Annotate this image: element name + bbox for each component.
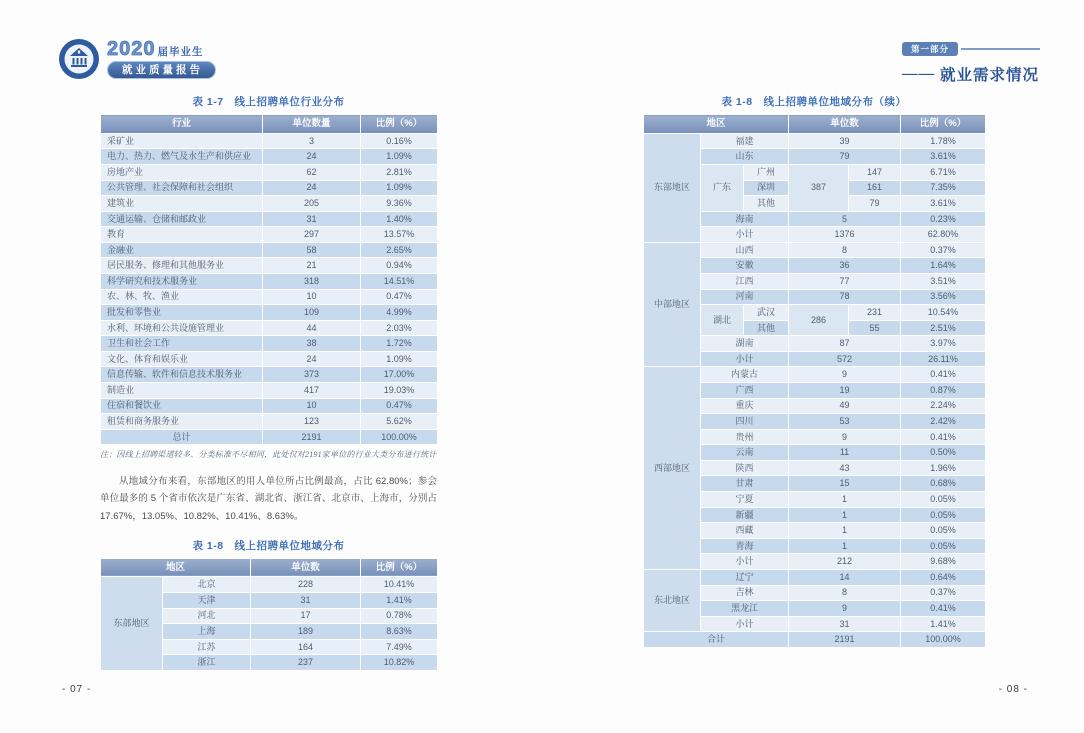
table-row: [101, 398, 438, 414]
count-cell: 5: [789, 211, 901, 227]
industry-cell: 电力、热力、燃气及水生产和供应业: [101, 149, 263, 165]
pct-cell: 3.51%: [901, 273, 986, 289]
subtotal-label-cell: 小计: [701, 351, 789, 367]
industry-cell: 科学研究和技术服务业: [101, 273, 263, 289]
total-label-cell: 合计: [644, 632, 789, 648]
pct-cell: 1.96%: [901, 460, 986, 476]
pct-cell: 0.64%: [901, 569, 986, 585]
count-cell: 147: [849, 164, 901, 180]
province-cell: 甘肃: [701, 476, 789, 492]
count-cell: 373: [263, 367, 361, 383]
count-cell: 572: [789, 351, 901, 367]
pct-cell: 0.41%: [901, 601, 986, 617]
pct-cell: 0.41%: [901, 429, 986, 445]
grand-total-row: [644, 632, 986, 648]
province-cell: 浙江: [163, 655, 251, 671]
section-dash: ——: [902, 65, 935, 83]
pct-cell: 17.00%: [361, 367, 438, 383]
pct-cell: 2.24%: [901, 398, 986, 414]
pct-cell: 0.68%: [901, 476, 986, 492]
subtotal-label-cell: 小计: [701, 554, 789, 570]
table-row: [101, 258, 438, 274]
count-header-cell: 单位数: [789, 115, 901, 134]
industry-header-cell: 行业: [101, 115, 263, 134]
industry-cell: 租赁和商务服务业: [101, 414, 263, 430]
table-row: [101, 320, 438, 336]
industry-cell: 公共管理、社会保障和社会组织: [101, 180, 263, 196]
province-cell: 湖北: [701, 305, 744, 336]
count-cell: 53: [789, 414, 901, 430]
table-row: [101, 164, 438, 180]
count-cell: 77: [789, 273, 901, 289]
province-cell: 新疆: [701, 507, 789, 523]
province-cell: 河北: [163, 608, 251, 624]
industry-cell: 农、林、牧、渔业: [101, 289, 263, 305]
pct-cell: 26.11%: [901, 351, 986, 367]
count-cell: 24: [263, 149, 361, 165]
table-header-row: [101, 115, 438, 134]
pct-cell: 1.40%: [361, 211, 438, 227]
region-cell: 东北地区: [644, 569, 701, 631]
count-cell: 318: [263, 273, 361, 289]
section-title: 就业需求情况: [940, 67, 1040, 85]
province-cell: 四川: [701, 414, 789, 430]
pct-cell: 19.03%: [361, 383, 438, 399]
pct-cell: 0.87%: [901, 383, 986, 399]
table-row: [101, 383, 438, 399]
count-cell: 36: [789, 258, 901, 274]
table-row: [101, 242, 438, 258]
page-number-right: - 08 -: [998, 684, 1028, 695]
body-paragraph: 从地域分布来看，东部地区的用人单位所占比例最高，占比 62.80%；参会单位最多的 5 个省市依次是广东省、湖北省、浙江省、北京市、上海市，分别占 17.67%，13.05%、10.82%、10.41%、8.63%。: [100, 476, 437, 522]
count-cell: 49: [789, 398, 901, 414]
industry-cell: 采矿业: [101, 133, 263, 149]
page-left-content: [100, 94, 437, 671]
province-cell: 贵州: [701, 429, 789, 445]
pct-cell: 1.41%: [901, 616, 986, 632]
industry-cell: 教育: [101, 227, 263, 243]
table-row: [101, 305, 438, 321]
pct-cell: 6.71%: [901, 164, 986, 180]
count-cell: 39: [789, 133, 901, 149]
brand-report-title: 就业质量报告: [107, 61, 216, 80]
count-cell: 297: [263, 227, 361, 243]
industry-cell: 金融业: [101, 242, 263, 258]
table-row: [101, 336, 438, 352]
total-row: [101, 429, 438, 445]
industry-cell: 文化、体育和娱乐业: [101, 351, 263, 367]
table-1-8-cont-title: 表 1-8 线上招聘单位地域分布（续）: [721, 96, 907, 108]
province-cell: 上海: [163, 624, 251, 640]
region-table-left: [100, 558, 438, 671]
province-cell: 湖南: [701, 336, 789, 352]
pct-cell: 0.37%: [901, 242, 986, 258]
table-row: [101, 577, 438, 593]
table-row: [101, 367, 438, 383]
pct-cell: 0.78%: [361, 608, 438, 624]
industry-cell: 住宿和餐饮业: [101, 398, 263, 414]
count-cell: 164: [251, 639, 361, 655]
count-header-cell: 单位数量: [263, 115, 361, 134]
province-cell: 福建: [701, 133, 789, 149]
city-cell: 其他: [744, 320, 789, 336]
count-cell: 21: [263, 258, 361, 274]
pct-cell: 8.63%: [361, 624, 438, 640]
page-number-left: - 07 -: [62, 684, 92, 695]
part-badge: 第一部分: [902, 42, 958, 56]
count-cell: 31: [263, 211, 361, 227]
count-header-cell: 单位数: [251, 558, 361, 577]
province-cell: 广西: [701, 383, 789, 399]
region-header-cell: 地区: [101, 558, 251, 577]
province-cell: 安徽: [701, 258, 789, 274]
table-header-row: [101, 558, 438, 577]
table-row: [644, 242, 986, 258]
count-cell: 161: [849, 180, 901, 196]
table-row: [101, 196, 438, 212]
pct-cell: 0.16%: [361, 133, 438, 149]
province-cell: 北京: [163, 577, 251, 593]
pct-cell: 2.51%: [901, 320, 986, 336]
count-cell: 9: [789, 601, 901, 617]
count-cell: 9: [789, 429, 901, 445]
region-cell: 中部地区: [644, 242, 701, 367]
count-cell: 15: [789, 476, 901, 492]
count-cell: 79: [789, 149, 901, 165]
count-cell: 1376: [789, 227, 901, 243]
count-cell: 24: [263, 351, 361, 367]
table-row: [101, 180, 438, 196]
table-note: 注：因线上招聘渠道较多、分类标准不尽相同，此处仅对2191家单位的行业大类分布进行统计: [100, 450, 437, 460]
industry-cell: 房地产业: [101, 164, 263, 180]
pct-cell: 100.00%: [361, 429, 438, 445]
count-cell: 44: [263, 320, 361, 336]
industry-table: [100, 114, 438, 445]
table-header-row: [644, 115, 986, 134]
count-cell: 109: [263, 305, 361, 321]
count-cell: 38: [263, 336, 361, 352]
industry-cell: 水利、环境和公共设施管理业: [101, 320, 263, 336]
count-cell: 55: [849, 320, 901, 336]
pct-cell: 1.64%: [901, 258, 986, 274]
city-cell: 广州: [744, 164, 789, 180]
table-row: [644, 569, 986, 585]
pct-cell: 0.94%: [361, 258, 438, 274]
count-cell: 123: [263, 414, 361, 430]
table-row: [101, 414, 438, 430]
count-cell: 10: [263, 398, 361, 414]
province-cell: 陕西: [701, 460, 789, 476]
pct-cell: 62.80%: [901, 227, 986, 243]
pct-cell: 2.42%: [901, 414, 986, 430]
count-cell: 231: [849, 305, 901, 321]
count-cell: 189: [251, 624, 361, 640]
table-row: [101, 149, 438, 165]
pct-cell: 1.41%: [361, 592, 438, 608]
count-cell: 8: [789, 585, 901, 601]
province-cell: 青海: [701, 538, 789, 554]
province-cell: 山东: [701, 149, 789, 165]
pct-cell: 0.05%: [901, 538, 986, 554]
count-cell: 31: [251, 592, 361, 608]
count-cell: 1: [789, 538, 901, 554]
pct-cell: 9.68%: [901, 554, 986, 570]
pct-cell: 3.56%: [901, 289, 986, 305]
province-cell: 重庆: [701, 398, 789, 414]
province-cell: 河南: [701, 289, 789, 305]
brand-text: [107, 39, 216, 80]
pct-cell: 0.05%: [901, 492, 986, 508]
industry-cell: 交通运输、仓储和邮政业: [101, 211, 263, 227]
count-cell: 10: [263, 289, 361, 305]
pct-cell: 10.54%: [901, 305, 986, 321]
table-row: [101, 133, 438, 149]
pct-cell: 13.57%: [361, 227, 438, 243]
count-cell: 8: [789, 242, 901, 258]
pct-cell: 3.97%: [901, 336, 986, 352]
province-cell: 宁夏: [701, 492, 789, 508]
province-cell: 吉林: [701, 585, 789, 601]
table-row: [644, 367, 986, 383]
table-1-8-title: 表 1-8 线上招聘单位地域分布: [192, 539, 345, 552]
pct-cell: 100.00%: [901, 632, 986, 648]
pct-cell: 5.62%: [361, 414, 438, 430]
count-cell: 14: [789, 569, 901, 585]
count-cell: 79: [849, 196, 901, 212]
university-seal-icon: [58, 38, 100, 80]
report-brand: [58, 38, 216, 80]
count-cell: 58: [263, 242, 361, 258]
pct-header-cell: 比例（%）: [361, 115, 438, 134]
industry-cell: 卫生和社会工作: [101, 336, 263, 352]
city-cell: 深圳: [744, 180, 789, 196]
pct-cell: 7.35%: [901, 180, 986, 196]
count-cell: 205: [263, 196, 361, 212]
pct-cell: 1.72%: [361, 336, 438, 352]
count-cell: 237: [251, 655, 361, 671]
province-cell: 内蒙古: [701, 367, 789, 383]
province-cell: 山西: [701, 242, 789, 258]
count-cell: 1: [789, 492, 901, 508]
brand-year: 2020: [107, 37, 156, 60]
pct-cell: 1.09%: [361, 149, 438, 165]
count-cell: 228: [251, 577, 361, 593]
region-table-right: [643, 114, 986, 648]
industry-cell: 信息传输、软件和信息技术服务业: [101, 367, 263, 383]
pct-cell: 0.37%: [901, 585, 986, 601]
count-cell: 3: [263, 133, 361, 149]
count-cell: 78: [789, 289, 901, 305]
count-cell: 87: [789, 336, 901, 352]
count-cell: 387: [789, 164, 849, 211]
count-cell: 17: [251, 608, 361, 624]
pct-cell: 14.51%: [361, 273, 438, 289]
pct-cell: 0.05%: [901, 523, 986, 539]
province-cell: 黑龙江: [701, 601, 789, 617]
pct-cell: 7.49%: [361, 639, 438, 655]
total-label-cell: 总计: [101, 429, 263, 445]
province-cell: 广东: [701, 164, 744, 211]
subtotal-label-cell: 小计: [701, 227, 789, 243]
subtotal-label-cell: 小计: [701, 616, 789, 632]
count-cell: 9: [789, 367, 901, 383]
table-row: [101, 273, 438, 289]
count-cell: 11: [789, 445, 901, 461]
industry-cell: 制造业: [101, 383, 263, 399]
province-cell: 江苏: [163, 639, 251, 655]
pct-header-cell: 比例（%）: [361, 558, 438, 577]
pct-cell: 10.41%: [361, 577, 438, 593]
industry-cell: 批发和零售业: [101, 305, 263, 321]
pct-cell: 4.99%: [361, 305, 438, 321]
count-cell: 286: [789, 305, 849, 336]
table-row: [101, 289, 438, 305]
region-cell: 西部地区: [644, 367, 701, 570]
pct-cell: 1.09%: [361, 180, 438, 196]
pct-cell: 3.61%: [901, 149, 986, 165]
count-cell: 417: [263, 383, 361, 399]
province-cell: 海南: [701, 211, 789, 227]
table-row: [644, 133, 986, 149]
count-cell: 43: [789, 460, 901, 476]
section-header: [902, 42, 1040, 85]
count-cell: 19: [789, 383, 901, 399]
city-cell: 其他: [744, 196, 789, 212]
count-cell: 2191: [263, 429, 361, 445]
province-cell: 江西: [701, 273, 789, 289]
count-cell: 1: [789, 523, 901, 539]
header-rule-line: [961, 48, 1040, 50]
pct-cell: 2.81%: [361, 164, 438, 180]
pct-cell: 2.03%: [361, 320, 438, 336]
pct-cell: 0.47%: [361, 398, 438, 414]
province-cell: 云南: [701, 445, 789, 461]
pct-cell: 0.23%: [901, 211, 986, 227]
pct-cell: 10.82%: [361, 655, 438, 671]
pct-cell: 0.41%: [901, 367, 986, 383]
province-cell: 辽宁: [701, 569, 789, 585]
region-header-cell: 地区: [644, 115, 789, 134]
table-1-7-title: 表 1-7 线上招聘单位行业分布: [192, 96, 345, 108]
industry-cell: 建筑业: [101, 196, 263, 212]
table-row: [101, 227, 438, 243]
industry-cell: 居民服务、修理和其他服务业: [101, 258, 263, 274]
province-cell: 西藏: [701, 523, 789, 539]
pct-cell: 0.50%: [901, 445, 986, 461]
pct-cell: 3.61%: [901, 196, 986, 212]
pct-cell: 1.78%: [901, 133, 986, 149]
count-cell: 212: [789, 554, 901, 570]
pct-cell: 0.05%: [901, 507, 986, 523]
region-cell: 东部地区: [101, 577, 163, 670]
page-right-content: [643, 94, 985, 648]
pct-cell: 2.65%: [361, 242, 438, 258]
table-row: [101, 351, 438, 367]
brand-grad-suffix: 届毕业生: [157, 45, 204, 58]
region-cell: 东部地区: [644, 133, 701, 242]
count-cell: 2191: [789, 632, 901, 648]
count-cell: 1: [789, 507, 901, 523]
count-cell: 31: [789, 616, 901, 632]
city-cell: 武汉: [744, 305, 789, 321]
pct-cell: 1.09%: [361, 351, 438, 367]
count-cell: 24: [263, 180, 361, 196]
count-cell: 62: [263, 164, 361, 180]
pct-cell: 0.47%: [361, 289, 438, 305]
pct-cell: 9.36%: [361, 196, 438, 212]
table-row: [101, 211, 438, 227]
province-cell: 天津: [163, 592, 251, 608]
pct-header-cell: 比例（%）: [901, 115, 986, 134]
